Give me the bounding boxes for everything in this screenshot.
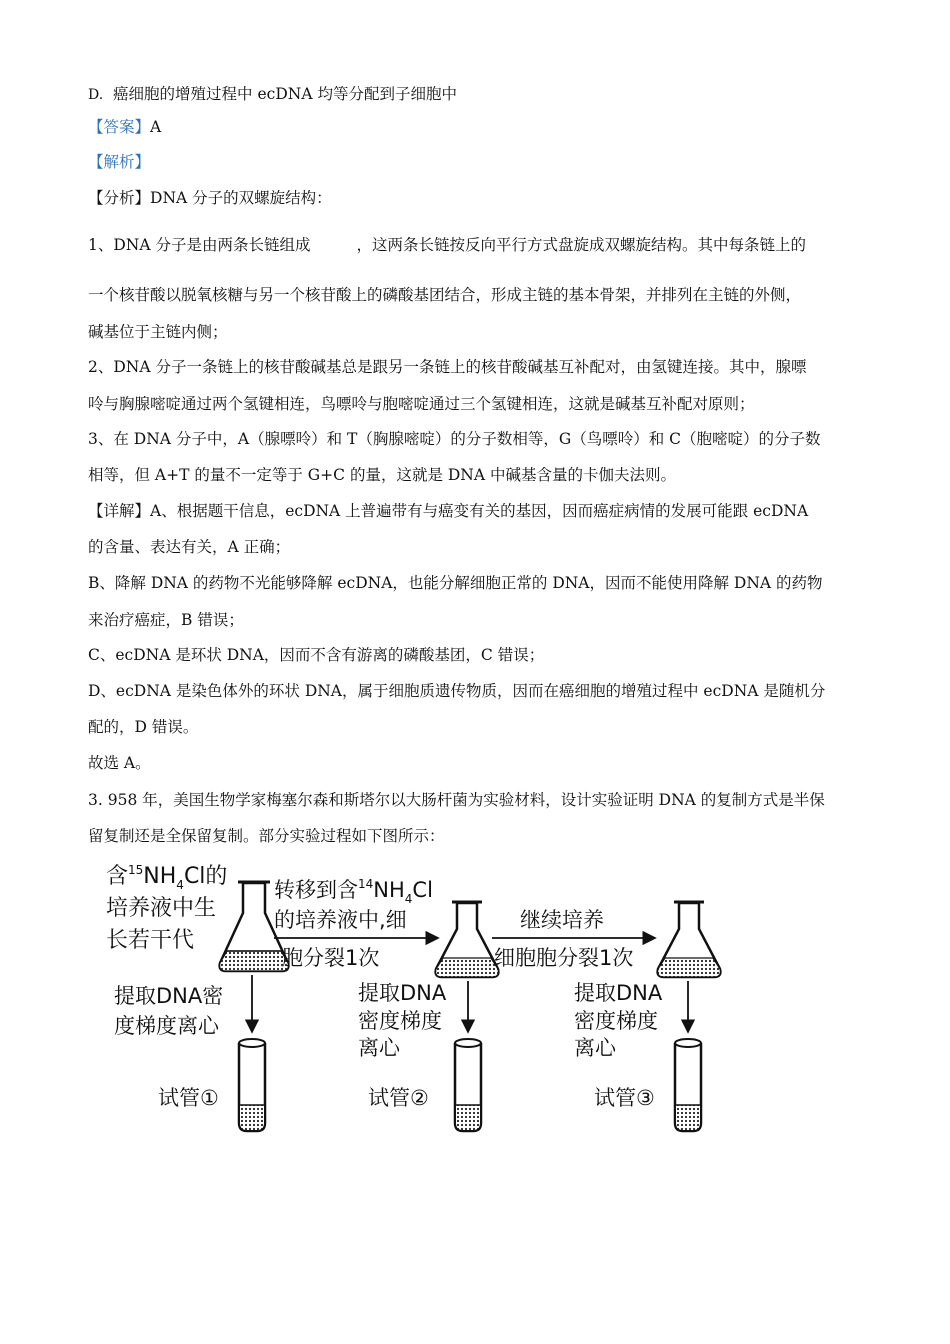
extract1-line1: 提取DNA密 (114, 984, 224, 1008)
arrow2-label-line2: 细胞胞分裂1次 (494, 946, 634, 970)
extract2-line1: 提取DNA (358, 981, 447, 1005)
point3-line2: 相等，但 A+T 的量不一定等于 G+C 的量，这就是 DNA 中碱基含量的卡伽夫法则。 (88, 466, 676, 484)
detail-a1: A、根据题干信息，ecDNA 上普遍带有与癌变有关的基因，因而癌症病情的发展可能跟 ecDNA (150, 502, 809, 520)
extract2-line2: 密度梯度 (358, 1009, 442, 1033)
test-tube-3 (675, 1039, 701, 1131)
fenxi-tag: 【分析】 (88, 189, 151, 207)
analysis-tag: 【解析】 (88, 153, 151, 171)
point2-line1: 2、DNA 分子一条链上的核苷酸碱基总是跟另一条链上的核苷酸碱基互补配对，由氢键连接。其中，腺嘌 (88, 358, 807, 376)
extract3-line1: 提取DNA (574, 981, 663, 1005)
question3-line1: 3. 958 年，美国生物学家梅塞尔森和斯塔尔以大肠杆菌为实验材料，设计实验证明 DNA 的复制方式是半保 (88, 791, 825, 809)
conclusion: 故选 A。 (88, 754, 151, 772)
detail-b-line2: 来治疗癌症，B 错误； (88, 611, 244, 629)
point3-line1: 3、在 DNA 分子中，A（腺嘌呤）和 T（胸腺嘧啶）的分子数相等，G（鸟嘌呤）和 C（胞嘧啶）的分子数 (88, 430, 821, 448)
fenxi-line (88, 188, 332, 208)
extract2-line3: 离心 (358, 1036, 400, 1060)
detail-a-line2: 的含量、表达有关，A 正确； (88, 538, 291, 556)
test-tube-2 (455, 1039, 481, 1131)
option-d-letter: D. (88, 87, 104, 103)
tube1-label: 试管① (158, 1086, 219, 1110)
option-d-text: 癌细胞的增殖过程中 ecDNA 均等分配到子细胞中 (113, 85, 457, 103)
detail-b-line1: B、降解 DNA 的药物不光能够降解 ecDNA，也能分解细胞正常的 DNA，因而不能使用降解 DNA 的药物 (88, 574, 823, 592)
answer-value: A (150, 118, 162, 136)
start-label-line3: 长若干代 (106, 928, 195, 953)
detail-c-line1: C、ecDNA 是环状 DNA，因而不含有游离的磷酸基团，C 错误； (88, 646, 545, 664)
extract3-line3: 离心 (574, 1036, 616, 1060)
answer-tag: 【答案】 (88, 118, 151, 136)
extract3-line2: 密度梯度 (574, 1009, 658, 1033)
test-tube-1 (239, 1039, 265, 1131)
arrow1-label-line1: 转移到含$^{14}NH_4Cl$ (274, 877, 433, 906)
start-label-line1: 含$^{15}NH_4Cl$的 (106, 863, 228, 892)
point1-line3: 碱基位于主链内侧； (88, 323, 228, 341)
extract1-line2: 度梯度离心 (114, 1014, 219, 1038)
point1-b: ，这两条长链按反向平行方式盘旋成双螺旋结构。其中每条链上的 (356, 236, 806, 254)
flask-2 (436, 902, 499, 977)
analysis-line (88, 152, 150, 172)
point1-line2: 一个核苷酸以脱氧核糖与另一个核苷酸上的磷酸基团结合，形成主链的基本骨架，并排列在主链的外侧， (88, 286, 802, 304)
answer-line (88, 117, 161, 137)
flask-3 (658, 902, 721, 977)
tube3-label: 试管③ (594, 1086, 655, 1110)
detail-d-line1: D、ecDNA 是染色体外的环状 DNA，属于细胞质遗传物质，因而在癌细胞的增殖过程中 ecDNA 是随机分 (88, 682, 826, 700)
arrow1-label-line2: 的培养液中,细 (274, 908, 407, 932)
arrow1-label-line3: 胞分裂1次 (282, 946, 380, 970)
point1-a: 1、DNA 分子是由两条长链组成 (88, 236, 311, 254)
option-d (88, 84, 457, 105)
tube2-label: 试管② (368, 1086, 429, 1110)
fenxi-text: DNA 分子的双螺旋结构： (150, 189, 332, 207)
detail-tag: 【详解】 (88, 502, 151, 520)
start-label-line2: 培养液中生 (106, 896, 217, 921)
question3-line2: 留复制还是全保留复制。部分实验过程如下图所示： (88, 827, 445, 845)
detail-d-line2: 配的，D 错误。 (88, 718, 199, 736)
point2-line2: 呤与胸腺嘧啶通过两个氢键相连，鸟嘌呤与胞嘧啶通过三个氢键相连，这就是碱基互补配对原则； (88, 395, 755, 413)
point1-line1 (88, 235, 806, 255)
experiment-figure (100, 855, 740, 1140)
arrow2-label-line1: 继续培养 (520, 908, 604, 932)
detail-a-line1 (88, 501, 808, 521)
